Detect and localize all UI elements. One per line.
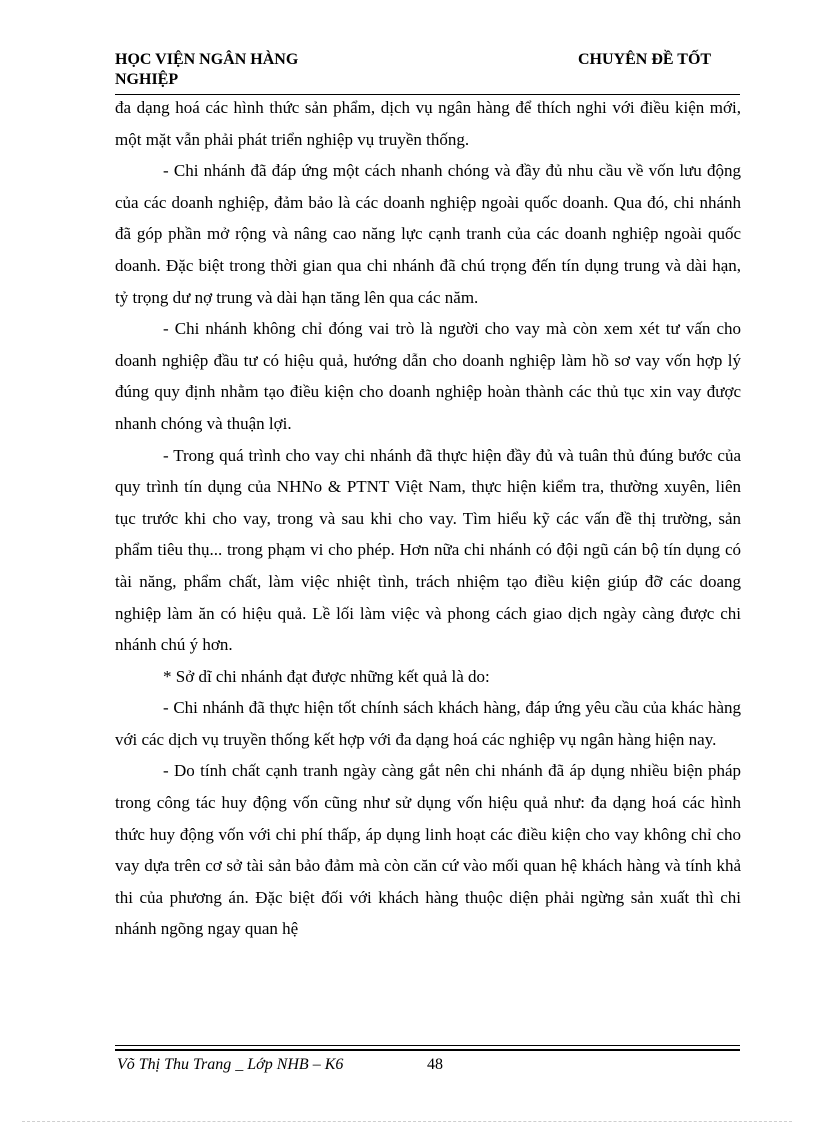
page-number: 48 [427,1056,443,1073]
paragraph: - Chi nhánh không chỉ đóng vai trò là người cho vay mà còn xem xét tư vấn cho doanh nghiệp đầu tư có hiệu quả, hướng dẫn cho doanh nghiệp làm hồ sơ vay vốn hợp lý đúng quy định nhằm tạo điều kiện cho doanh nghiệp hoàn thành các thủ tục xin vay được nhanh chóng và thuận lợi. [115,319,741,433]
paragraph-continuation: đa dạng hoá các hình thức sản phẩm, dịch vụ ngân hàng để thích nghi với điều kiện mới, một mặt vẫn phải phát triển nghiệp vụ truyền thống. [115,98,741,149]
paragraph-heading: * Sở dĩ chi nhánh đạt được những kết quả là do: [163,666,490,686]
footer-divider-thin [115,1045,740,1046]
header-title: CHUYÊN ĐỀ TỐT [578,51,712,68]
paragraph: - Trong quá trình cho vay chi nhánh đã thực hiện đầy đủ và tuân thủ đúng bước của quy trình tín dụng của NHNo & PTNT Việt Nam, thực hiện kiểm tra, thường xuyên, liên tục trước khi cho vay, trong và sau khi cho vay. Tìm hiểu kỹ các vấn đề thị trường, sản phẩm tiêu thụ... trong phạm vi cho phép. Hơn nữa chi nhánh có đội ngũ cán bộ tín dụng có tài năng, phẩm chất, làm việc nhiệt tình, trách nhiệm tạo điều kiện giúp đỡ các doang nghiệp làm ăn có hiệu quả. Lề lối làm việc và phong cách giao dịch ngày càng được chi nhánh chú ý hơn. [115,445,741,655]
footer-divider-thick [115,1049,740,1051]
paragraph: - Chi nhánh đã thực hiện tốt chính sách khách hàng, đáp ứng yêu cầu của khác hàng với các dịch vụ truyền thống kết hợp với đa dạng hoá các nghiệp vụ ngân hàng hiện nay. [115,698,741,749]
page-body [115,92,741,945]
header-title-continuation: NGHIỆP [115,71,179,88]
paragraph: - Do tính chất cạnh tranh ngày càng gắt nên chi nhánh đã áp dụng nhiều biện pháp trong công tác huy động vốn cũng như sử dụng vốn hiệu quả như: đa dạng hoá các hình thức huy động vốn với chi phí thấp, áp dụng linh hoạt các điều kiện cho vay không chỉ cho vay dựa trên cơ sở tài sản bảo đảm mà còn căn cứ vào mối quan hệ khách hàng và tính khả thi của phương án. Đặc biệt đối với khách hàng thuộc diện phải ngừng sản xuất thì chi nhánh ngõng ngay quan hệ [115,761,741,939]
header-left [115,50,298,90]
header-institution: HỌC VIỆN NGÂN HÀNG [115,51,299,68]
page-boundary [22,1121,792,1122]
footer-author: Võ Thị Thu Trang _ Lớp NHB – K6 [117,1056,344,1073]
paragraph: - Chi nhánh đã đáp ứng một cách nhanh chóng và đầy đủ nhu cầu về vốn lưu động của các doanh nghiệp, đảm bảo là các doanh nghiệp ngoài quốc doanh. Qua đó, chi nhánh đã góp phần mở rộng và nâng cao năng lực cạnh tranh của các doanh nghiệp ngoài quốc doanh. Đặc biệt trong thời gian qua chi nhánh đã chú trọng đến tín dụng trung và dài hạn, tỷ trọng dư nợ trung và dài hạn tăng lên qua các năm. [115,161,741,307]
